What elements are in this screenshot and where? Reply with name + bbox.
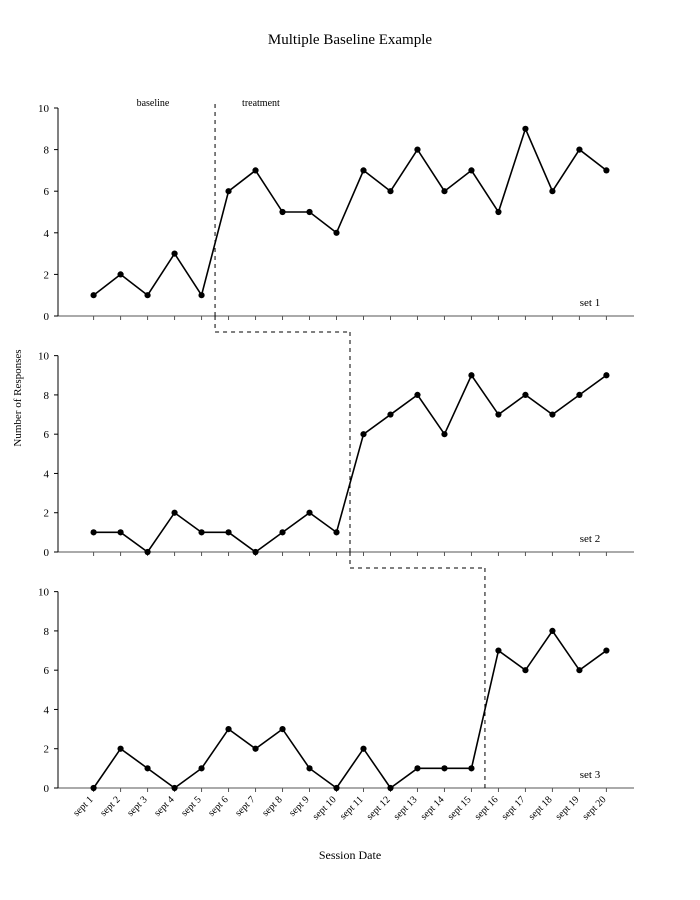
data-point <box>279 726 285 732</box>
y-tick-label: 10 <box>38 350 49 363</box>
y-tick-label: 6 <box>43 186 49 199</box>
data-point <box>306 765 312 771</box>
data-point <box>414 392 420 398</box>
data-point <box>333 230 339 236</box>
data-point <box>387 785 393 791</box>
data-point <box>549 628 555 634</box>
data-point <box>144 292 150 298</box>
x-tick-label: sept 6 <box>206 794 231 819</box>
data-point <box>171 251 177 257</box>
data-point <box>144 549 150 555</box>
data-point <box>90 785 96 791</box>
x-tick-label: sept 5 <box>179 794 204 819</box>
x-axis-label: Session Date <box>318 848 382 862</box>
series-line-set-1 <box>94 129 607 295</box>
y-tick-label: 4 <box>43 704 49 717</box>
x-tick-label: sept 4 <box>152 794 177 819</box>
y-tick-label: 4 <box>43 468 49 481</box>
phase-label: baseline <box>136 98 170 109</box>
data-point <box>144 765 150 771</box>
data-point <box>387 188 393 194</box>
data-point <box>252 167 258 173</box>
x-tick-label: sept 9 <box>287 794 312 819</box>
data-point <box>198 765 204 771</box>
y-tick-label: 2 <box>43 507 49 520</box>
data-point <box>306 510 312 516</box>
data-point <box>171 510 177 516</box>
data-point <box>252 549 258 555</box>
x-tick-label: sept 19 <box>553 794 582 823</box>
y-tick-label: 8 <box>43 625 49 638</box>
phase-label: treatment <box>242 98 280 109</box>
data-point <box>522 126 528 132</box>
data-point <box>306 209 312 215</box>
data-point <box>279 209 285 215</box>
data-point <box>468 372 474 378</box>
data-point <box>360 167 366 173</box>
x-tick-label: sept 2 <box>98 794 123 819</box>
y-tick-label: 6 <box>43 429 49 442</box>
data-point <box>495 647 501 653</box>
x-tick-label: sept 15 <box>445 794 474 823</box>
data-point <box>549 188 555 194</box>
data-point <box>549 411 555 417</box>
data-point <box>117 529 123 535</box>
y-axis-label-text: Number of Responses <box>12 349 24 447</box>
data-point <box>441 431 447 437</box>
x-tick-label: sept 7 <box>233 794 258 819</box>
chart-title: Multiple Baseline Example <box>267 32 433 48</box>
data-point <box>414 147 420 153</box>
data-point <box>198 529 204 535</box>
y-tick-label: 10 <box>38 103 49 115</box>
x-tick-label: sept 1 <box>71 794 96 819</box>
data-point <box>576 147 582 153</box>
y-tick-label: 0 <box>43 783 49 795</box>
data-point <box>603 647 609 653</box>
data-point <box>576 392 582 398</box>
x-tick-label: sept 17 <box>499 794 528 823</box>
panel-label-3: set 3 <box>579 769 601 781</box>
x-tick-label: sept 18 <box>526 794 555 823</box>
data-point <box>225 726 231 732</box>
data-point <box>279 529 285 535</box>
panel-label-2: set 2 <box>579 533 601 545</box>
data-point <box>495 411 501 417</box>
data-point <box>603 167 609 173</box>
data-point <box>117 271 123 277</box>
y-tick-label: 10 <box>38 586 49 599</box>
data-point <box>495 209 501 215</box>
y-tick-label: 0 <box>43 547 49 559</box>
data-point <box>171 785 177 791</box>
x-tick-label: sept 12 <box>364 794 393 823</box>
y-tick-label: 0 <box>43 311 49 323</box>
series-line-set-3 <box>94 631 607 788</box>
data-point <box>603 372 609 378</box>
data-point <box>414 765 420 771</box>
x-tick-label: sept 13 <box>391 794 420 823</box>
x-tick-label: sept 16 <box>472 794 501 823</box>
data-point <box>90 292 96 298</box>
x-tick-label: sept 11 <box>337 794 366 823</box>
data-point <box>117 746 123 752</box>
data-point <box>522 667 528 673</box>
data-point <box>198 292 204 298</box>
data-point <box>90 529 96 535</box>
data-point <box>441 765 447 771</box>
x-tick-label: sept 10 <box>310 794 339 823</box>
data-point <box>333 785 339 791</box>
x-tick-label: sept 3 <box>125 794 150 819</box>
y-tick-label: 6 <box>43 665 49 678</box>
x-tick-label: sept 8 <box>260 794 285 819</box>
y-tick-label: 4 <box>43 227 49 240</box>
data-point <box>252 746 258 752</box>
data-point <box>225 529 231 535</box>
data-point <box>225 188 231 194</box>
data-point <box>360 746 366 752</box>
y-tick-label: 8 <box>43 389 49 402</box>
data-point <box>333 529 339 535</box>
x-tick-label: sept 14 <box>418 794 447 823</box>
data-point <box>360 431 366 437</box>
data-point <box>576 667 582 673</box>
y-tick-label: 8 <box>43 144 49 157</box>
y-tick-label: 2 <box>43 743 49 756</box>
data-point <box>387 411 393 417</box>
y-tick-label: 2 <box>43 269 49 282</box>
data-point <box>468 167 474 173</box>
data-point <box>468 765 474 771</box>
panel-label-1: set 1 <box>579 297 601 309</box>
x-tick-label: sept 20 <box>580 794 609 823</box>
data-point <box>522 392 528 398</box>
data-point <box>441 188 447 194</box>
